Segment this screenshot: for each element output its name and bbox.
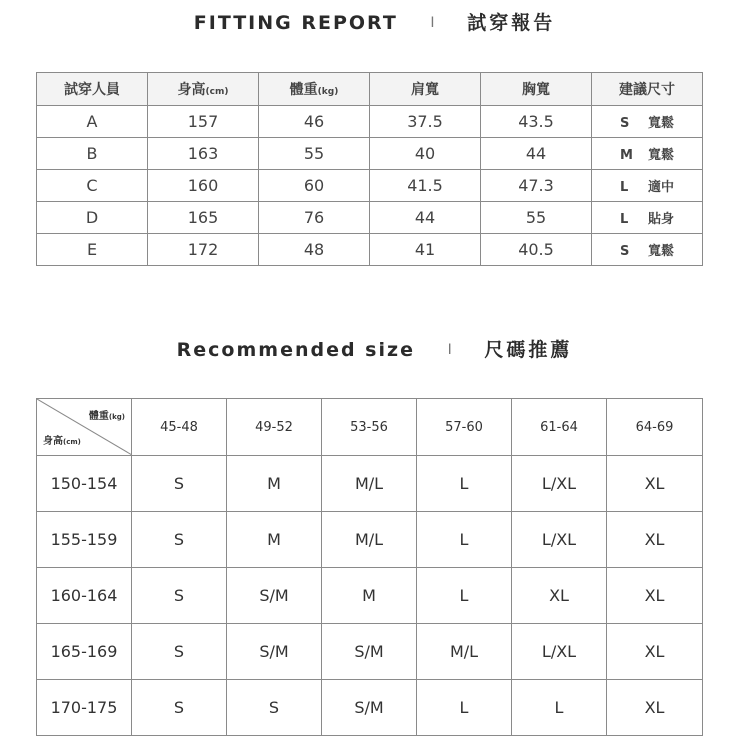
size-letter: S — [620, 116, 630, 131]
size-cell: L — [417, 512, 512, 568]
weight-cell: 76 — [259, 202, 370, 234]
table-row — [37, 170, 703, 202]
size-cell: S — [132, 456, 227, 512]
recommended-size-cell — [592, 202, 703, 234]
size-letter: M — [620, 148, 633, 163]
height-range-cell: 170-175 — [37, 680, 132, 736]
fitting-report-title-zh: 試穿報告 — [467, 12, 556, 34]
size-cell: L/XL — [512, 456, 607, 512]
fit-description: 適中 — [648, 180, 675, 195]
recommended-header-row — [37, 399, 703, 456]
recommended-size-cell — [592, 138, 703, 170]
shoulder-cell: 41.5 — [370, 170, 481, 202]
table-row — [37, 202, 703, 234]
recommended-size-cell — [592, 106, 703, 138]
header-person: 試穿人員 — [37, 73, 148, 106]
size-cell: S — [132, 624, 227, 680]
weight-cell: 46 — [259, 106, 370, 138]
size-cell: XL — [607, 568, 703, 624]
table-row — [37, 624, 703, 680]
heading-separator: I — [447, 342, 452, 358]
chest-cell: 47.3 — [481, 170, 592, 202]
fit-description: 寬鬆 — [648, 244, 675, 259]
weight-range-header: 49-52 — [227, 399, 322, 456]
size-cell: M — [227, 512, 322, 568]
corner-weight-label: 體重(kg) — [88, 411, 125, 422]
weight-range-header: 57-60 — [417, 399, 512, 456]
recommended-title-zh: 尺碼推薦 — [484, 339, 573, 361]
recommended-title-en: Recommended size — [176, 339, 415, 361]
size-cell: S — [132, 680, 227, 736]
recommended-size-heading — [0, 335, 749, 362]
shoulder-cell: 44 — [370, 202, 481, 234]
size-cell: M — [322, 568, 417, 624]
size-letter: L — [620, 180, 629, 195]
shoulder-cell: 37.5 — [370, 106, 481, 138]
height-cell: 172 — [148, 234, 259, 266]
height-range-cell: 160-164 — [37, 568, 132, 624]
chest-cell: 55 — [481, 202, 592, 234]
size-cell: XL — [607, 456, 703, 512]
table-row — [37, 138, 703, 170]
size-cell: L/XL — [512, 624, 607, 680]
size-cell: XL — [607, 512, 703, 568]
person-cell: D — [37, 202, 148, 234]
table-row — [37, 680, 703, 736]
heading-separator: I — [430, 15, 435, 31]
fit-description: 寬鬆 — [648, 148, 675, 163]
height-cell: 157 — [148, 106, 259, 138]
size-cell: L — [512, 680, 607, 736]
size-cell: L/XL — [512, 512, 607, 568]
corner-cell — [37, 399, 132, 456]
weight-range-header: 64-69 — [607, 399, 703, 456]
size-cell: M/L — [322, 512, 417, 568]
recommended-size-cell — [592, 234, 703, 266]
table-row — [37, 456, 703, 512]
size-cell: S — [132, 568, 227, 624]
fit-description: 貼身 — [648, 212, 675, 227]
fitting-report-title-en: FITTING REPORT — [193, 12, 398, 34]
height-cell: 160 — [148, 170, 259, 202]
table-row — [37, 234, 703, 266]
table-row — [37, 512, 703, 568]
recommended-size-cell — [592, 170, 703, 202]
size-cell: S/M — [322, 680, 417, 736]
size-cell: M/L — [417, 624, 512, 680]
height-cell: 165 — [148, 202, 259, 234]
size-cell: XL — [512, 568, 607, 624]
weight-cell: 55 — [259, 138, 370, 170]
weight-cell: 48 — [259, 234, 370, 266]
size-cell: S/M — [227, 568, 322, 624]
height-range-cell: 155-159 — [37, 512, 132, 568]
header-weight: 體重(kg) — [259, 73, 370, 106]
size-cell: XL — [607, 680, 703, 736]
fitting-report-heading — [0, 8, 749, 35]
weight-range-header: 61-64 — [512, 399, 607, 456]
size-cell: XL — [607, 624, 703, 680]
table-row — [37, 568, 703, 624]
size-cell: S — [227, 680, 322, 736]
weight-cell: 60 — [259, 170, 370, 202]
header-shoulder: 肩寬 — [370, 73, 481, 106]
person-cell: B — [37, 138, 148, 170]
chest-cell: 44 — [481, 138, 592, 170]
weight-range-header: 53-56 — [322, 399, 417, 456]
size-cell: M — [227, 456, 322, 512]
height-range-cell: 165-169 — [37, 624, 132, 680]
header-recommended-size: 建議尺寸 — [592, 73, 703, 106]
shoulder-cell: 40 — [370, 138, 481, 170]
height-range-cell: 150-154 — [37, 456, 132, 512]
corner-height-label: 身高(cm) — [43, 436, 81, 447]
table-row — [37, 106, 703, 138]
height-cell: 163 — [148, 138, 259, 170]
size-cell: L — [417, 456, 512, 512]
header-height: 身高(cm) — [148, 73, 259, 106]
size-cell: L — [417, 568, 512, 624]
person-cell: A — [37, 106, 148, 138]
person-cell: E — [37, 234, 148, 266]
size-cell: S — [132, 512, 227, 568]
chest-cell: 43.5 — [481, 106, 592, 138]
fitting-header-row — [37, 73, 703, 106]
size-cell: M/L — [322, 456, 417, 512]
size-letter: S — [620, 244, 630, 259]
weight-range-header: 45-48 — [132, 399, 227, 456]
recommended-size-table — [36, 398, 703, 736]
fitting-report-table — [36, 72, 703, 266]
size-letter: L — [620, 212, 629, 227]
size-cell: S/M — [322, 624, 417, 680]
chest-cell: 40.5 — [481, 234, 592, 266]
person-cell: C — [37, 170, 148, 202]
size-cell: L — [417, 680, 512, 736]
fit-description: 寬鬆 — [648, 116, 675, 131]
header-chest: 胸寬 — [481, 73, 592, 106]
shoulder-cell: 41 — [370, 234, 481, 266]
size-cell: S/M — [227, 624, 322, 680]
